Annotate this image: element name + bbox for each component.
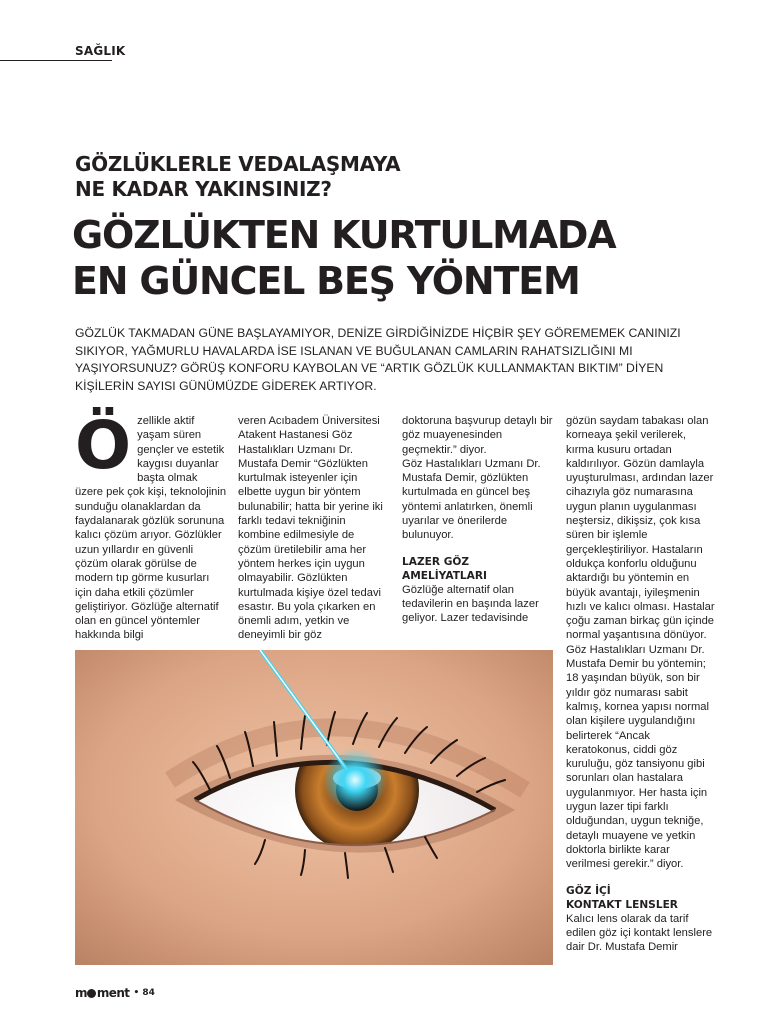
section-rule [0,60,112,61]
lead-paragraph: GÖZLÜK TAKMADAN GÜNE BAŞLAYAMIYOR, DENİZE GİRDİĞİNİZDE HİÇBİR ŞEY GÖREMEMEK CANINIZI SIKIYOR, YAĞMURLU HAVALARDA İSE ISLANAN VE BUĞULANAN CAMLARIN RAHATSIZLIĞINI MI YAŞIYORSUNUZ? GÖRÜŞ KONFORU KAYBOLAN VE “ARTIK GÖZLÜK KULLANMAKTAN BIKTIM” DİYEN KİŞİLERİN SAYISI GÜNÜMÜZDE GİDEREK ARTIYOR. [75,326,681,393]
column-4-paragraph-2: Göz Hastalıkları Uzmanı Dr. Mustafa Demir bu yöntemin; 18 yaşından büyük, son bir yıldır göz numarası sabit kalmış, kornea yapısı normal olan kişilere uygulandığını belirterek “Ancak keratokonus, ciddi göz kuruluğu, göz tansiyonu gibi sorunları olan hastalara uygulanmıyor. Her hasta için uygun lazer tipi farklı olduğundan, uygun tekniğe, detaylı muayene ve yetkin doktorla birlikte karar verilmesi gerekir.” diyor. [566,643,710,871]
column-2-text: veren Acıbadem Üniversitesi Atakent Hastanesi Göz Hastalıkları Uzmanı Dr. Mustafa Demir “Gözlükten kurtulmak isteyenler için elbette uygun bir yöntem bulunabilir; hatta bir yerine iki farklı tedavi tekniğinin kombine edilmesiyle de çözüm üretilebilir ama her yöntem herkes için uygun olmayabilir. Gözlükten kurtulmada kişiye özel tedavi esastır. Bu yola çıkarken en önemli adım, yetkin ve deneyimli bir göz [238,415,383,642]
subhead-laser-line-2: AMELİYATLARI [402,569,487,582]
moment-logo [75,986,129,1000]
section-label: SAĞLIK [75,44,126,58]
headline-line-2: EN GÜNCEL BEŞ YÖNTEM [72,259,580,303]
column-3-paragraph-3: Gözlüğe alternatif olan tedavilerin en başında lazer geliyor. Lazer tedavisinde [402,583,539,625]
headline [72,212,752,304]
subhead-lens-line-1: GÖZ İÇİ [566,884,611,897]
column-3-paragraph-2: Göz Hastalıkları Uzmanı Dr. Mustafa Demir, gözlükten kurtulmada en güncel beş yöntemi anlatırken, önemli uyarılar ve önerilerde bulunuyor. [402,457,541,542]
column-1-text: zellikle aktif yaşam süren gençler ve estetik kaygısı duyanlar başta olmak üzere pek çok kişi, teknolojinin sunduğu olanaklardan da faydalanarak gözlük sorununa kalıcı çözüm arıyor. Gözlükler uzun yıllardır en güvenli çözüm olarak görülse de modern tıp görme kusurları için daha etkili çözümler geliştiriyor. Gözlüğe alternatif olan en güncel yöntemler hakkında bilgi [75,415,227,642]
eye-laser-photo [75,650,553,965]
kicker [75,152,695,202]
logo-dot-icon [87,989,96,998]
logo-text-end: ment [96,986,130,1000]
article-column-4 [566,414,716,954]
article-column-3 [402,414,554,626]
subhead-laser [402,555,554,583]
subhead-laser-line-1: LAZER GÖZ [402,555,470,568]
kicker-line-2: NE KADAR YAKINSINIZ? [75,177,332,201]
column-4-paragraph-1: gözün saydam tabakası olan korneaya şekil verilerek, kırma kusuru ortadan kaldırılıyor. Gözün damlayla uyuşturulması, ardından lazer cihazıyla göz numarasına uygun planın uygulanması neştersiz, dikişsiz, çok kısa süren bir işlemle gerçekleştiriliyor. Hastaların oldukça konforlu olduğunu aktardığı bu yöntemin en büyük avantajı, iyileşmenin hızlı ve kalıcı olması. Hastalar çoğu zaman birkaç gün içinde normal yaşantısına dönüyor. [566,415,715,642]
subhead-lens [566,884,716,912]
column-4-paragraph-3: Kalıcı lens olarak da tarif edilen göz içi kontakt lenslere dair Dr. Mustafa Demir [566,912,713,954]
subhead-lens-line-2: KONTAKT LENSLER [566,898,678,911]
kicker-line-1: GÖZLÜKLERLE VEDALAŞMAYA [75,152,401,176]
page-footer [75,986,155,1000]
page-number: • 84 [133,988,155,998]
article-column-2 [238,414,390,643]
column-3-paragraph-1: doktoruna başvurup detaylı bir göz muayenesinden geçmektir.” diyor. [402,415,553,456]
article-column-1 [75,407,227,643]
headline-line-1: GÖZLÜKTEN KURTULMADA [72,213,616,257]
eye-illustration [75,650,553,965]
logo-text-start: m [75,986,87,1000]
drop-cap: Ö [75,407,132,484]
